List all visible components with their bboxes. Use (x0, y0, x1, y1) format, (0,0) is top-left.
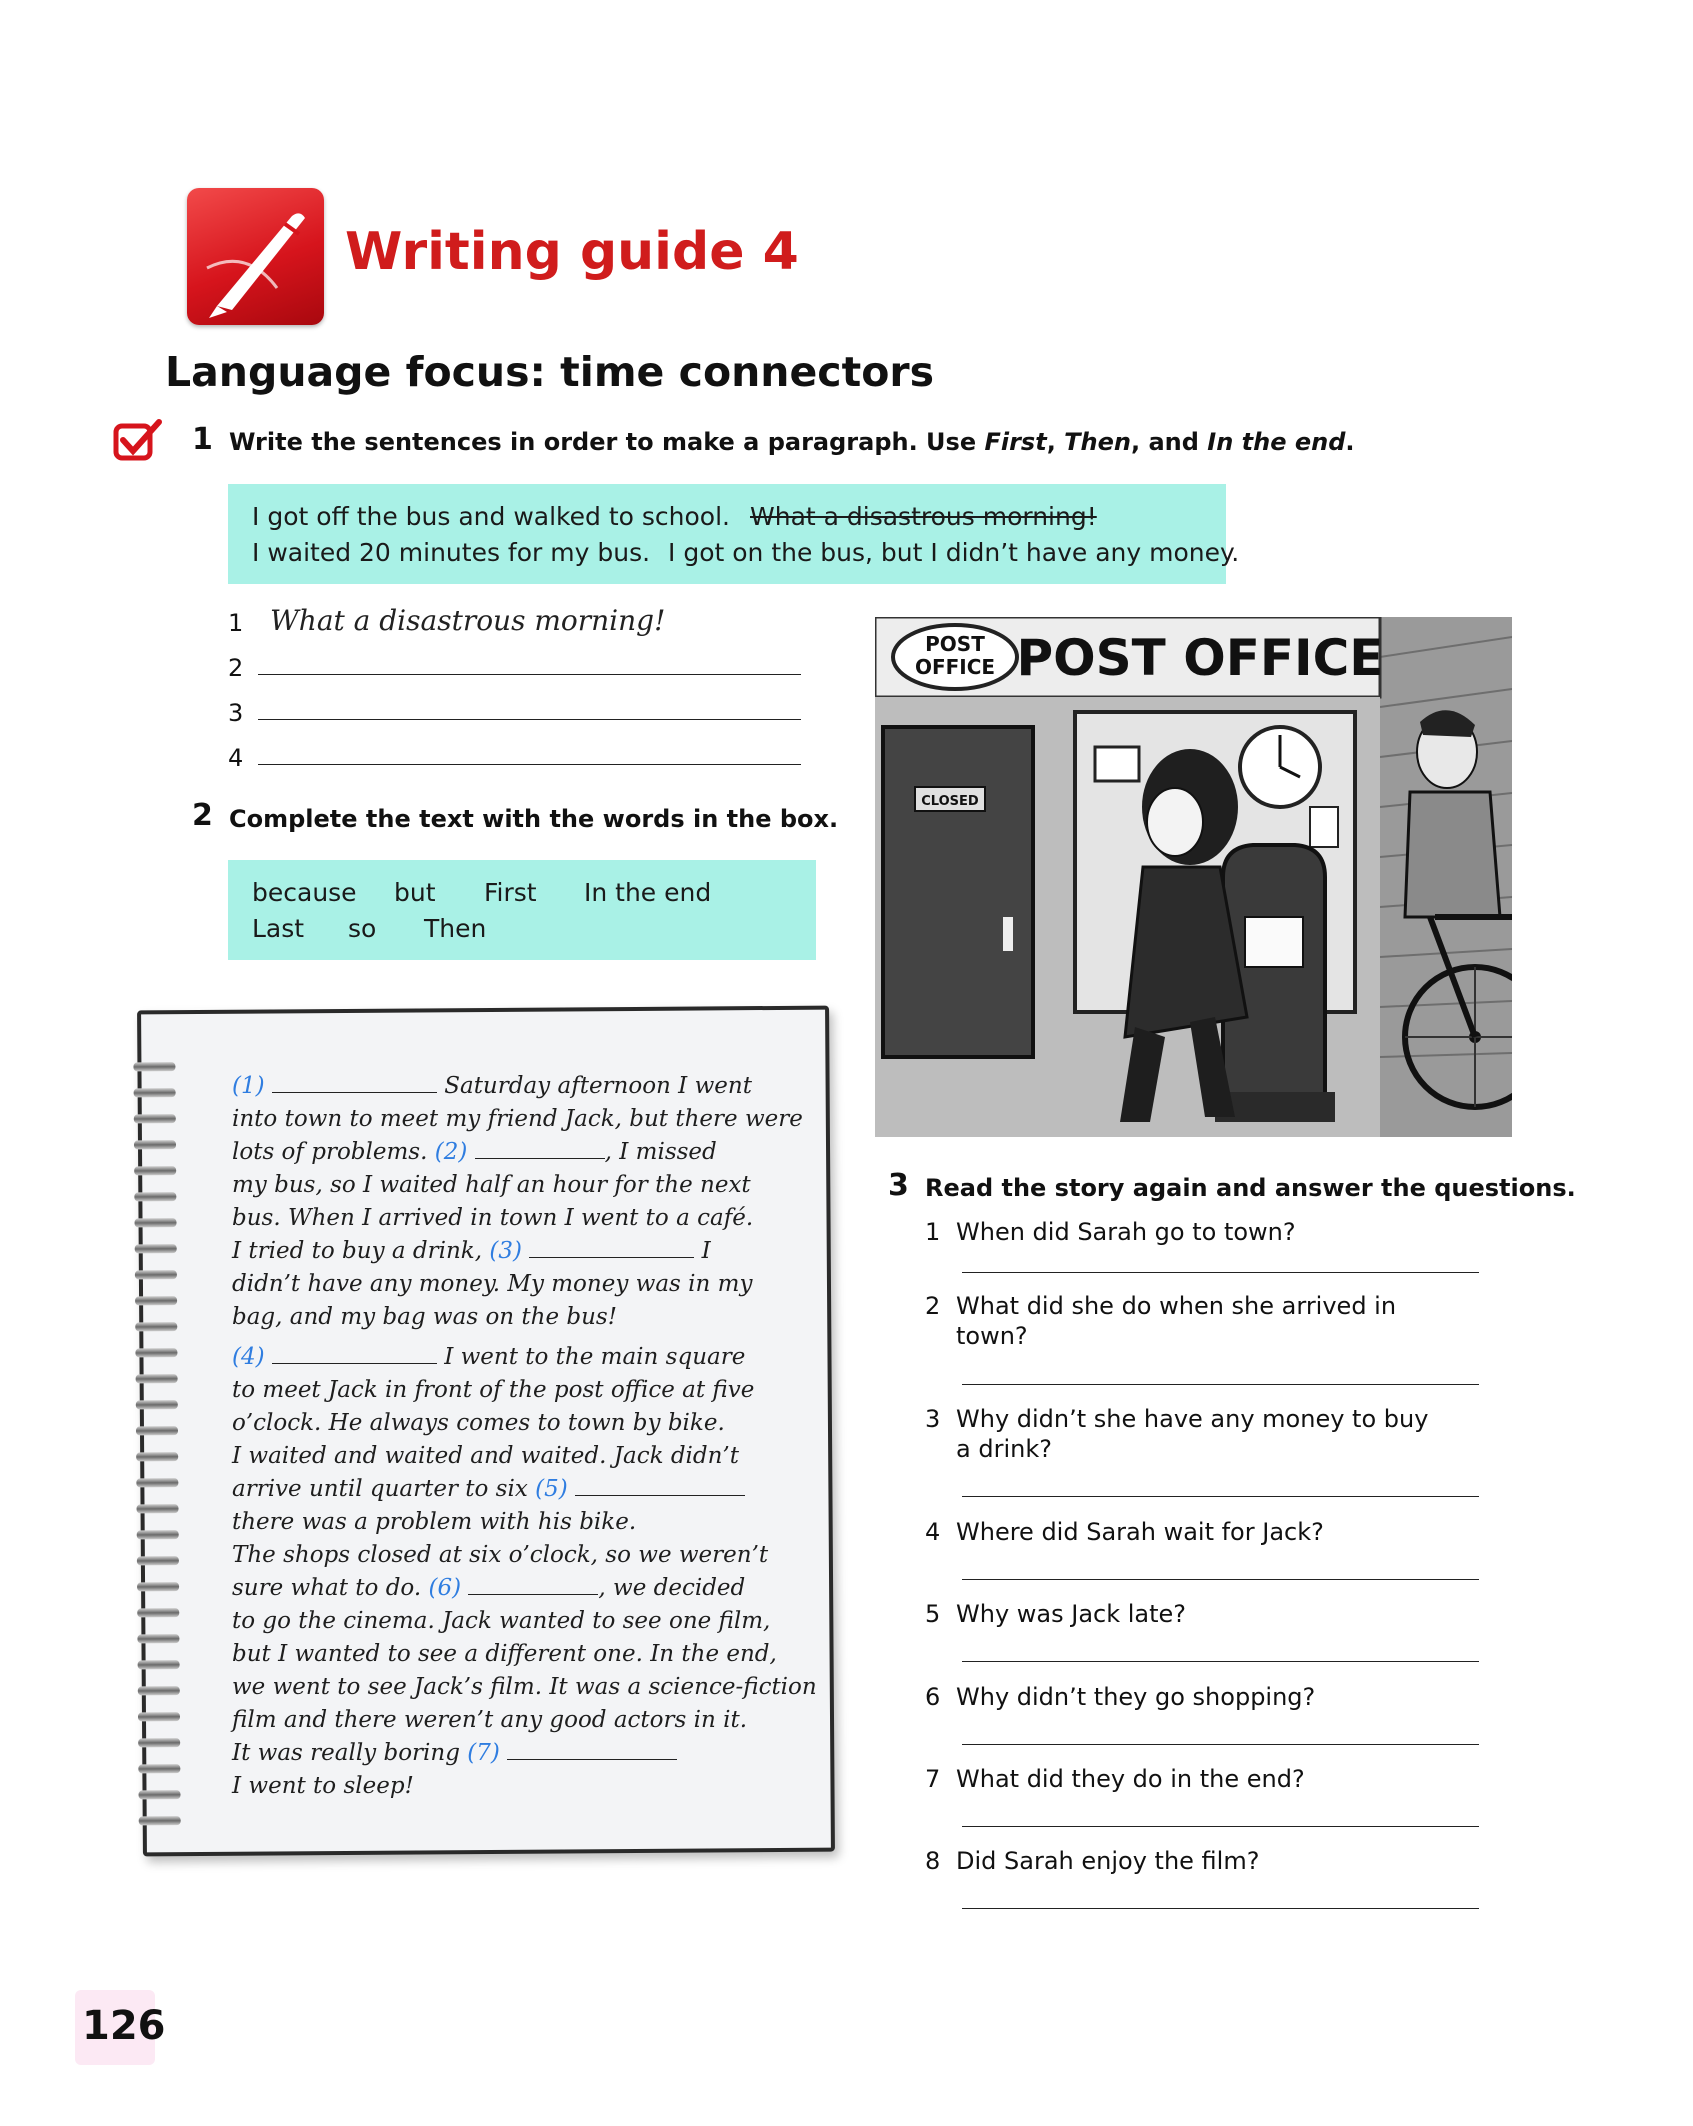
word: In the end (584, 878, 712, 907)
question-text: Did Sarah enjoy the film? (956, 1847, 1260, 1875)
question-text: Why didn’t they go shopping? (956, 1683, 1316, 1711)
notebook-line: I tried to buy a drink, (3) I (232, 1238, 711, 1264)
question-number: 4 (925, 1518, 941, 1546)
small-sign-text-1: POST (925, 632, 985, 656)
question-number: 2 (925, 1292, 941, 1320)
notebook-line: arrive until quarter to six (5) (232, 1476, 745, 1502)
answer-line[interactable] (962, 1496, 1479, 1497)
answer-line[interactable] (962, 1384, 1479, 1385)
answer-number: 2 (228, 654, 244, 682)
notebook-line: we went to see Jack’s film. It was a science-fiction (232, 1674, 817, 1700)
notebook-line: into town to meet my friend Jack, but there were (232, 1106, 803, 1132)
answer-number: 1 (228, 609, 244, 637)
blank-5-number: (5) (535, 1476, 568, 1502)
answer-line[interactable] (962, 1272, 1479, 1273)
question-text: Why didn’t she have any money to buy (956, 1405, 1429, 1433)
question-text: town? (956, 1322, 1028, 1350)
notebook-line: I went to sleep! (232, 1773, 414, 1799)
notebook-line: bag, and my bag was on the bus! (232, 1304, 617, 1330)
question-number: 5 (925, 1600, 941, 1628)
notebook-line: bus. When I arrived in town I went to a café. (232, 1205, 754, 1231)
word: so (348, 914, 377, 943)
answer-number: 4 (228, 744, 244, 772)
sentence: I waited 20 minutes for my bus. (252, 538, 651, 567)
sentence-crossed-out: What a disastrous morning! (750, 502, 1097, 531)
exercise-2-number: 2 (192, 798, 213, 833)
answer-number: 3 (228, 699, 244, 727)
blank-1-number: (1) (232, 1073, 265, 1099)
notebook-line: to meet Jack in front of the post office at five (232, 1377, 755, 1403)
exercise-2-instruction: Complete the text with the words in the box. (229, 805, 839, 833)
blank-3[interactable] (529, 1256, 694, 1258)
blank-1[interactable] (272, 1091, 437, 1093)
word: but (394, 878, 436, 907)
exercise-3-instruction: Read the story again and answer the questions. (925, 1174, 1576, 1202)
notebook-line: there was a problem with his bike. (232, 1509, 637, 1535)
answer-line[interactable] (962, 1579, 1479, 1580)
notebook-line: I waited and waited and waited. Jack didn’t (232, 1443, 739, 1469)
question-number: 8 (925, 1847, 941, 1875)
notebook-line: The shops closed at six o’clock, so we weren’t (232, 1542, 769, 1568)
answer-line[interactable] (962, 1744, 1479, 1745)
page-title: Writing guide 4 (345, 222, 799, 282)
question-number: 6 (925, 1683, 941, 1711)
question-text: What did they do in the end? (956, 1765, 1305, 1793)
answer-example: What a disastrous morning! (270, 604, 666, 637)
notebook-line: to go the cinema. Jack wanted to see one film, (232, 1608, 771, 1634)
answer-line[interactable] (258, 764, 801, 765)
main-sign-text: POST OFFICE (1016, 629, 1384, 687)
notebook-line: but I wanted to see a different one. In the end, (232, 1641, 777, 1667)
answer-line[interactable] (258, 719, 801, 720)
notebook-line: (4) I went to the main square (232, 1344, 746, 1370)
word: because (252, 878, 357, 907)
question-number: 1 (925, 1218, 941, 1246)
door-sign-text: CLOSED (921, 794, 979, 809)
sentence-box (228, 484, 1240, 584)
sentence: I got off the bus and walked to school. (252, 502, 730, 531)
notebook-line: sure what to do. (6) , we decided (232, 1575, 746, 1601)
exercise-1-instruction: Write the sentences in order to make a paragraph. Use First, Then, and In the end. (229, 428, 1355, 456)
checkbox-tick-icon (113, 418, 163, 462)
question-text: Why was Jack late? (956, 1600, 1187, 1628)
word: Last (252, 914, 305, 943)
notebook-line: my bus, so I waited half an hour for the next (232, 1172, 751, 1198)
section-title: Language focus: time connectors (165, 348, 934, 396)
question-number: 7 (925, 1765, 941, 1793)
notebook-line: lots of problems. (2) , I missed (232, 1139, 717, 1165)
post-office-illustration (875, 617, 1512, 1137)
word: Then (424, 914, 487, 943)
blank-2-number: (2) (434, 1139, 468, 1165)
page-number: 126 (82, 2003, 166, 2049)
blank-3-number: (3) (489, 1238, 522, 1264)
answer-line[interactable] (962, 1661, 1479, 1662)
notebook-line: film and there weren’t any good actors in it. (232, 1707, 748, 1733)
question-text: Where did Sarah wait for Jack? (956, 1518, 1324, 1546)
blank-6[interactable] (468, 1593, 598, 1595)
question-text: a drink? (956, 1435, 1052, 1463)
notebook-line: o’clock. He always comes to town by bike. (232, 1410, 725, 1436)
blank-6-number: (6) (428, 1575, 462, 1601)
question-text: When did Sarah go to town? (956, 1218, 1296, 1246)
blank-2[interactable] (475, 1157, 605, 1159)
exercise-1-number: 1 (192, 422, 213, 457)
answer-line[interactable] (962, 1908, 1479, 1909)
blank-4[interactable] (272, 1362, 437, 1364)
writing-guide-pen-icon (187, 188, 324, 325)
sentence: I got on the bus, but I didn’t have any money. (668, 538, 1240, 567)
answer-line[interactable] (258, 674, 801, 675)
notebook-line: (1) Saturday afternoon I went (232, 1073, 752, 1099)
question-number: 3 (925, 1405, 941, 1433)
word: First (484, 878, 537, 907)
exercise-3-number: 3 (888, 1168, 909, 1203)
word-box (228, 860, 816, 960)
notebook-line: It was really boring (7) (232, 1740, 677, 1766)
blank-7[interactable] (507, 1758, 677, 1760)
blank-7-number: (7) (467, 1740, 500, 1766)
answer-line[interactable] (962, 1826, 1479, 1827)
question-text: What did she do when she arrived in (956, 1292, 1397, 1320)
blank-5[interactable] (575, 1494, 745, 1496)
small-sign-text-2: OFFICE (914, 655, 996, 679)
notebook-line: didn’t have any money. My money was in my (232, 1271, 753, 1297)
blank-4-number: (4) (232, 1344, 265, 1370)
